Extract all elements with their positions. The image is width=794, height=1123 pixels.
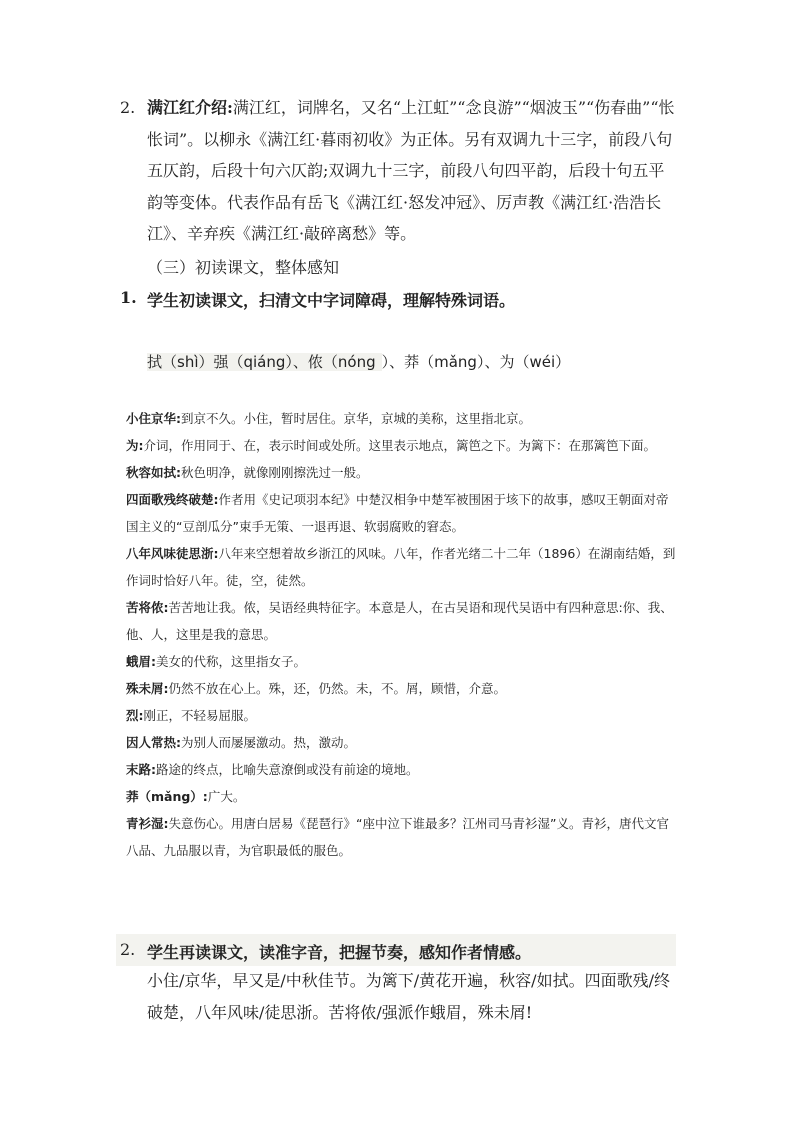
glossary-term: 青衫湿: xyxy=(126,816,169,831)
q2-heading: 学生再读课文，读准字音，把握节奏，感知作者情感。 xyxy=(147,943,532,962)
glossary-definition: 作者用《史记项羽本纪》中楚汉相争中楚军被围困于垓下的故事，感叹王朝面对帝国主义的“豆剖瓜分”束手无策、一退再退、软弱腐败的窘态。 xyxy=(126,492,669,534)
glossary-term: 四面歌残终破楚: xyxy=(126,492,219,507)
glossary-definition: 秋色明净，就像刚刚擦洗过一般。 xyxy=(181,465,369,480)
glossary-term: 苦将侬: xyxy=(126,600,169,615)
pinyin-part-1: 拭（shì）强（qiáng）、侬（nóng xyxy=(147,353,382,371)
glossary-term: 殊未屑: xyxy=(126,681,169,696)
glossary-item xyxy=(126,810,680,864)
glossary-item xyxy=(126,702,680,729)
glossary-definition: 仍然不放在心上。殊，还，仍然。未，不。屑，顾惜，介意。 xyxy=(168,681,507,696)
glossary-definition: 美女的代称，这里指女子。 xyxy=(156,654,307,669)
glossary-item xyxy=(126,486,680,540)
glossary-term: 八年风味徒思浙: xyxy=(126,546,219,561)
pinyin-line xyxy=(147,351,570,372)
section-heading: （三）初读课文，整体感知 xyxy=(147,258,340,277)
intro-term: 满江红介绍: xyxy=(147,98,233,117)
glossary-term: 蛾眉: xyxy=(126,654,156,669)
glossary-item xyxy=(126,459,680,486)
q1-number: 1. xyxy=(120,288,137,307)
intro-text: 满江红，词牌名，又名“上江虹”“念良游”“烟波玉”“伤春曲”“怅怅词”。以柳永《满江红·暮雨初收》为正体。另有双调九十三字，前段八句五仄韵，后段十句六仄韵;双调九十三字，前段八句四平韵，后段十句五平韵等变体。代表作品有岳飞《满江红·怒发冲冠》、厉声教《满江红·浩浩长江》、辛弃疾《满江红·敲碎离愁》等。 xyxy=(147,98,675,243)
intro-item-number: 2. xyxy=(120,98,136,117)
glossary-definition: 介词，作用同于、在，表示时间或处所。这里表示地点，篱笆之下。为篱下：在那篱笆下面。 xyxy=(143,438,657,453)
glossary-term: 小住京华: xyxy=(126,411,181,426)
glossary-item xyxy=(126,432,680,459)
glossary-item xyxy=(126,756,680,783)
glossary-definition: 八年来空想着故乡浙江的风味。八年，作者光绪二十二年（1896）在湖南结婚，到作词时恰好八年。徒，空，徒然。 xyxy=(126,546,676,588)
glossary-list xyxy=(126,405,680,864)
glossary-term: 末路: xyxy=(126,762,156,777)
glossary-item xyxy=(126,783,680,810)
pinyin-part-2: ）、莽（mǎng）、为（wéi） xyxy=(381,353,571,371)
glossary-definition: 广大。 xyxy=(207,789,246,804)
glossary-item xyxy=(126,648,680,675)
glossary-item xyxy=(126,594,680,648)
glossary-item xyxy=(126,729,680,756)
glossary-definition: 刚正，不轻易屈服。 xyxy=(143,708,257,723)
glossary-term: 烈: xyxy=(126,708,144,723)
glossary-term: 秋容如拭: xyxy=(126,465,181,480)
glossary-definition: 到京不久。小住，暂时居住。京华，京城的美称，这里指北京。 xyxy=(181,411,532,426)
q2-number: 2. xyxy=(120,940,136,959)
glossary-term: 莽（mǎng）: xyxy=(126,789,208,804)
glossary-definition: 为别人而屡屡激动。热，激动。 xyxy=(181,735,357,750)
glossary-item xyxy=(126,540,680,594)
glossary-term: 为: xyxy=(126,438,144,453)
glossary-term: 因人常热: xyxy=(126,735,181,750)
q1-heading: 学生初读课文，扫清文中字词障碍，理解特殊词语。 xyxy=(147,291,516,310)
intro-paragraph xyxy=(147,92,677,250)
glossary-item xyxy=(126,405,680,432)
glossary-definition: 苦苦地让我。侬，吴语经典特征字。本意是人，在古吴语和现代吴语中有四种意思:你、我、他、人，这里是我的意思。 xyxy=(126,600,673,642)
glossary-item xyxy=(126,675,680,702)
glossary-definition: 失意伤心。用唐白居易《琵琶行》“座中泣下谁最多？江州司马青衫湿”义。青衫，唐代文官八品、九品服以青，为官职最低的服色。 xyxy=(126,816,669,858)
verse-paragraph: 小住/京华，早又是/中秋佳节。为篱下/黄花开遍，秋容/如拭。四面歌残/终破楚，八年风味/徒思浙。苦将侬/强派作蛾眉，殊未屑! xyxy=(147,971,670,1022)
glossary-definition: 路途的终点，比喻失意潦倒或没有前途的境地。 xyxy=(156,762,419,777)
